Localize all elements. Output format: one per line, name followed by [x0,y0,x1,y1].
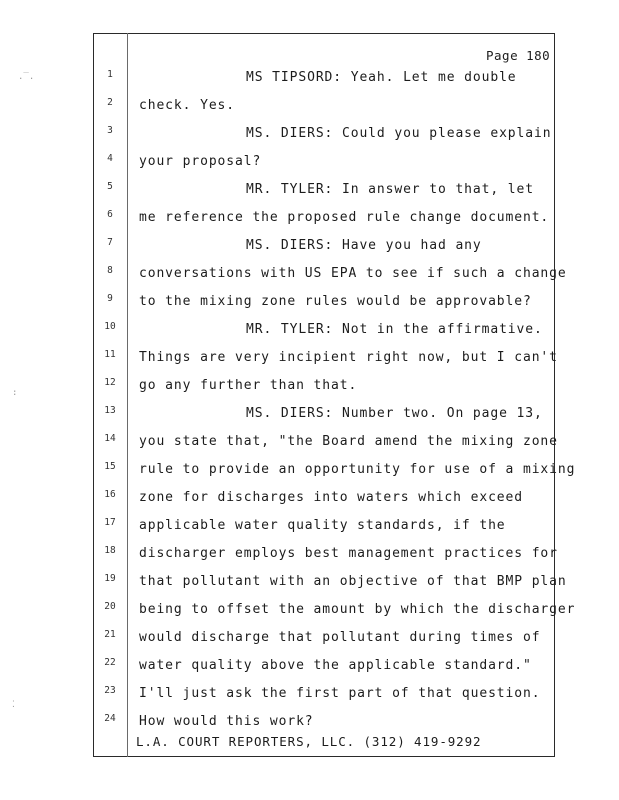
line-number: 16 [104,489,116,500]
transcript-line: MR. TYLER: Not in the affirmative. [246,322,543,337]
transcript-line: rule to provide an opportunity for use of a mixing [139,462,576,477]
transcript-line: discharger employs best management practices for [139,546,558,561]
transcript-line: being to offset the amount by which the discharger [139,602,576,617]
scan-speck-mark: : [12,388,18,398]
line-number: 8 [107,265,113,276]
transcript-line: MS. DIERS: Could you please explain [246,126,552,141]
transcript-line: water quality above the applicable standard." [139,658,532,673]
transcript-line: your proposal? [139,154,262,169]
line-number: 15 [104,461,116,472]
line-number: 2 [107,97,113,108]
line-number: 22 [104,657,116,668]
transcript-line: you state that, "the Board amend the mixing zone [139,434,558,449]
line-number: 18 [104,545,116,556]
line-number: 4 [107,153,113,164]
transcript-line: zone for discharges into waters which exceed [139,490,523,505]
line-number: 7 [107,237,113,248]
line-number: 9 [107,293,113,304]
transcript-line: Things are very incipient right now, but I can't [139,350,558,365]
line-number: 14 [104,433,116,444]
transcript-line: MS. DIERS: Have you had any [246,238,482,253]
court-reporter-footer: L.A. COURT REPORTERS, LLC. (312) 419-9292 [136,734,482,749]
transcript-line: MR. TYLER: In answer to that, let [246,182,534,197]
transcript-line: MS. DIERS: Number two. On page 13, [246,406,543,421]
transcript-line: that pollutant with an objective of that BMP plan [139,574,567,589]
line-number: 5 [107,181,113,192]
transcript-line: go any further than that. [139,378,358,393]
line-number: 6 [107,209,113,220]
line-number: 1 [107,69,113,80]
line-number: 3 [107,125,113,136]
scan-speck-mark: .‾. [18,72,35,82]
line-number: 23 [104,685,116,696]
scan-speck-mark: ⁚ [12,700,15,710]
line-number-margin-rule [127,33,128,757]
line-number: 12 [104,377,116,388]
page-number: Page 180 [486,48,551,63]
line-number: 10 [104,321,116,332]
line-number: 17 [104,517,116,528]
transcript-line: me reference the proposed rule change document. [139,210,550,225]
transcript-line: conversations with US EPA to see if such a change [139,266,567,281]
line-number: 24 [104,713,116,724]
transcript-line: I'll just ask the first part of that question. [139,686,541,701]
transcript-page-frame [93,33,555,757]
transcript-line: to the mixing zone rules would be approvable? [139,294,532,309]
transcript-line: check. Yes. [139,98,235,113]
line-number: 20 [104,601,116,612]
transcript-line: would discharge that pollutant during times of [139,630,541,645]
transcript-line: applicable water quality standards, if the [139,518,506,533]
line-number: 11 [104,349,116,360]
line-number: 13 [104,405,116,416]
line-number: 21 [104,629,116,640]
line-number: 19 [104,573,116,584]
transcript-line: How would this work? [139,714,314,729]
transcript-line: MS TIPSORD: Yeah. Let me double [246,70,517,85]
